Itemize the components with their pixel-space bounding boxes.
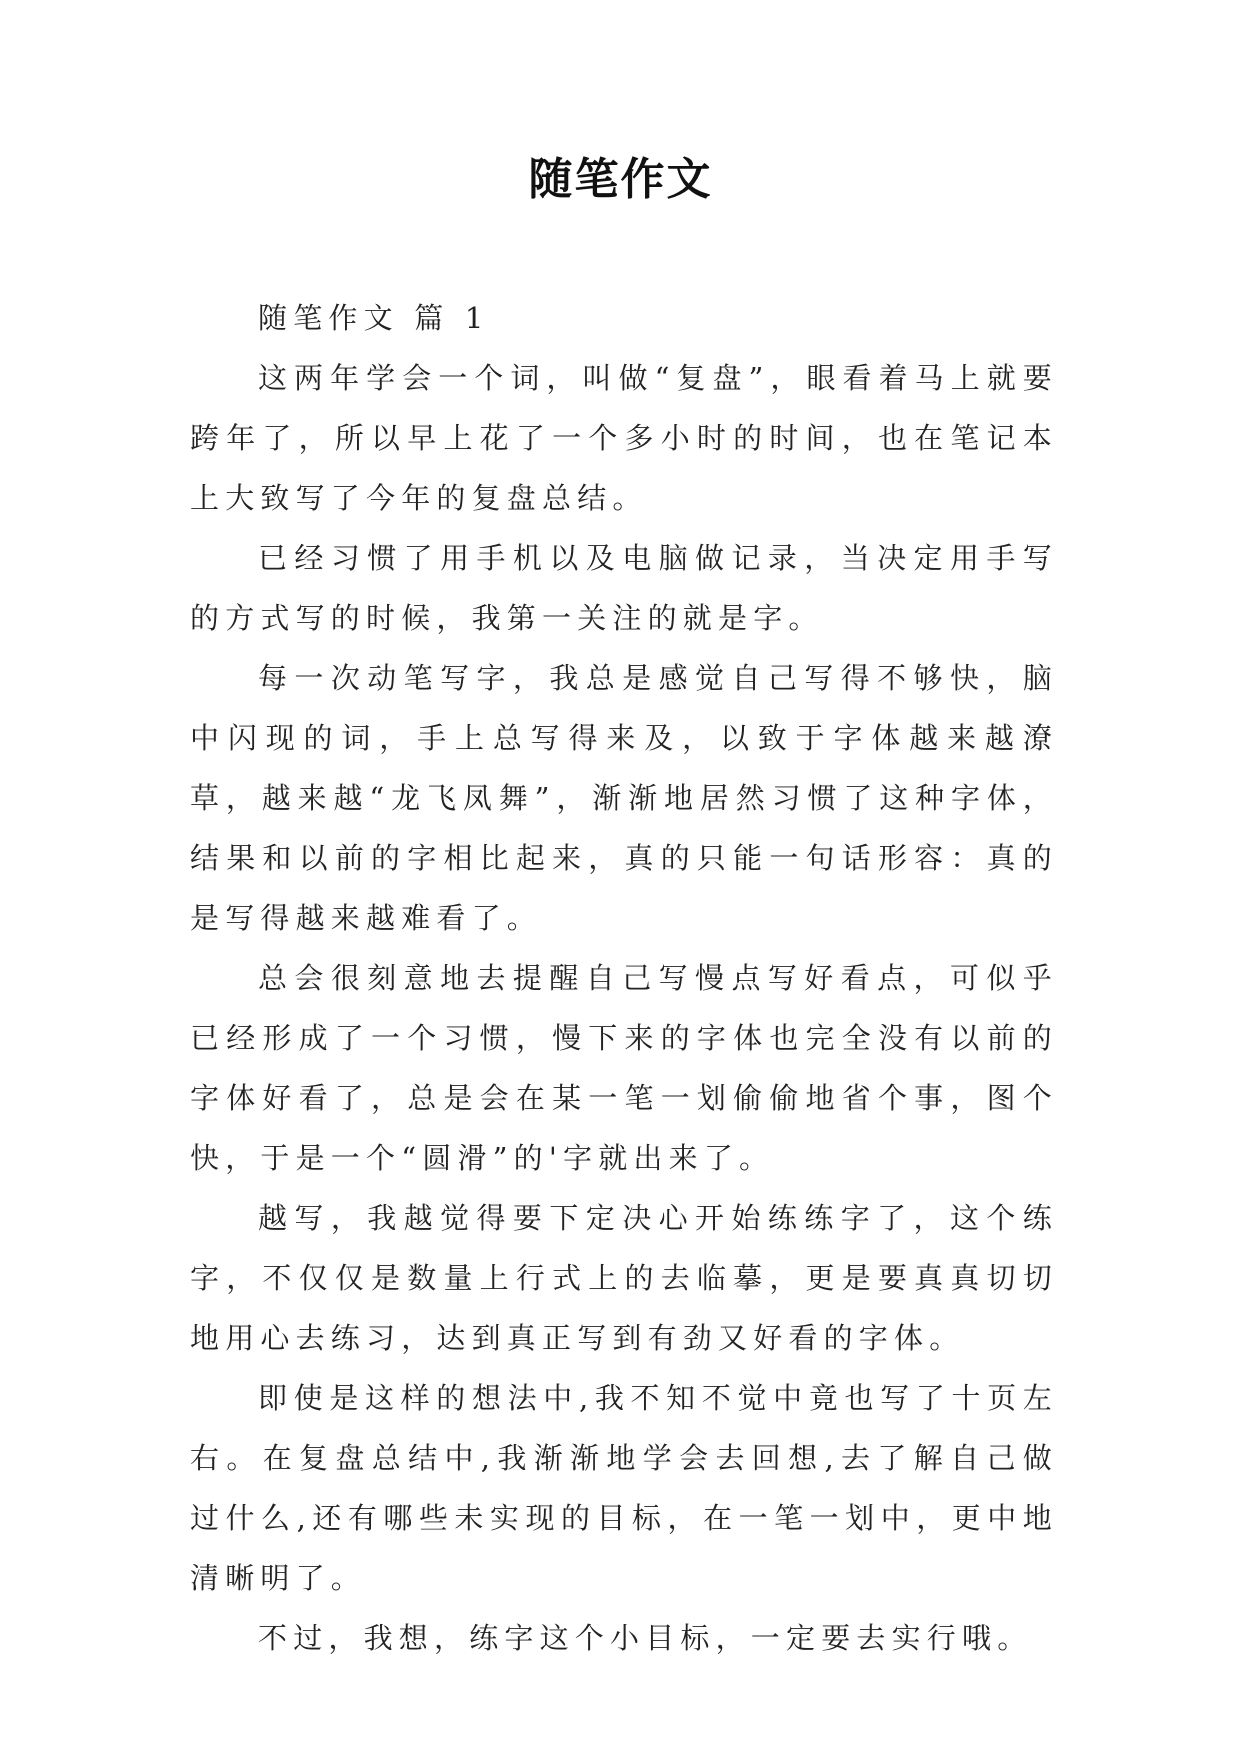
paragraph: 这两年学会一个词，叫做“复盘”，眼看着马上就要跨年了，所以早上花了一个多小时的时间，也在笔记本上大致写了今年的复盘总结。 (190, 361, 1058, 515)
section-heading: 随笔作文 篇 1 (258, 301, 490, 335)
document-body (190, 288, 1058, 1668)
paragraph: 总会很刻意地去提醒自己写慢点写好看点，可似乎已经形成了一个习惯，慢下来的字体也完全没有以前的字体好看了，总是会在某一笔一划偷偷地省个事，图个快，于是一个“圆滑”的'字就出来了。 (190, 961, 1058, 1175)
paragraph: 已经习惯了用手机以及电脑做记录，当决定用手写的方式写的时候，我第一关注的就是字。 (190, 541, 1058, 635)
document-title: 随笔作文 (528, 154, 713, 205)
paragraph: 即使是这样的想法中,我不知不觉中竟也写了十页左右。在复盘总结中,我渐渐地学会去回想,去了解自己做过什么,还有哪些未实现的目标，在一笔一划中，更中地清晰明了。 (190, 1381, 1058, 1595)
paragraph: 不过，我想，练字这个小目标，一定要去实行哦。 (258, 1621, 1033, 1655)
paragraph: 每一次动笔写字，我总是感觉自己写得不够快，脑中闪现的词，手上总写得来及，以致于字体越来越潦草，越来越“龙飞凤舞”，渐渐地居然习惯了这种字体，结果和以前的字相比起来，真的只能一句话形容：真的是写得越来越难看了。 (190, 661, 1058, 935)
paragraph: 越写，我越觉得要下定决心开始练练字了，这个练字，不仅仅是数量上行式上的去临摹，更是要真真切切地用心去练习，达到真正写到有劲又好看的字体。 (190, 1201, 1058, 1355)
